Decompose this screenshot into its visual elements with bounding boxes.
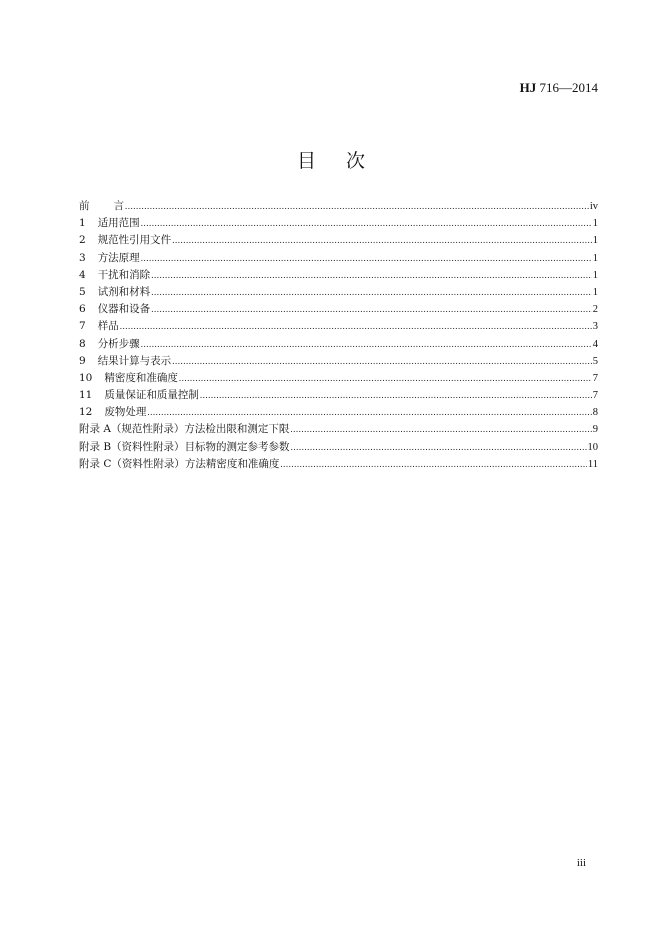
toc-entry-number: 4 [79,268,86,281]
dot-leader [141,336,592,353]
toc-appendix-entry[interactable] [79,456,598,473]
toc-entry[interactable] [79,250,598,267]
toc-entry-number: 前 [79,200,90,212]
toc-page-number: 1 [592,286,598,298]
toc-entry-number: 5 [79,285,86,298]
toc-entry-title: 结果计算与表示 [97,354,172,367]
toc-entry[interactable] [79,232,598,249]
toc-entry[interactable] [79,404,598,421]
standard-code-number: 716—2014 [536,80,598,95]
toc-page-number: iv [589,201,598,212]
dot-leader [120,318,592,335]
dot-leader [290,421,591,438]
toc-page-number: 4 [592,338,598,350]
dot-leader [172,232,592,249]
toc-entry[interactable] [79,336,598,353]
toc-page-number: 3 [592,321,598,333]
table-of-contents [79,198,598,473]
toc-appendix-entry[interactable] [79,421,598,438]
toc-entry-title: 质量保证和质量控制 [104,389,199,402]
dot-leader [141,215,592,232]
toc-page-number: 9 [592,424,598,436]
toc-page-number: 7 [592,390,598,402]
toc-entry-title: 适用范围 [97,217,140,230]
toc-entry[interactable] [79,267,598,284]
dot-leader [291,439,587,456]
toc-entry[interactable] [79,215,598,232]
dot-leader [151,301,592,318]
toc-page-number: 8 [592,407,598,419]
appendix-title: 方法检出限和测定下限 [184,423,290,436]
appendix-label: 附录 A（规范性附录） [79,423,185,436]
toc-entry-title: 言 [113,200,124,212]
appendix-label: 附录 C（资料性附录） [79,457,185,470]
appendix-label: 附录 B（资料性附录） [79,440,185,453]
toc-page-number: 1 [592,218,598,230]
standard-code-prefix: HJ [519,80,537,95]
toc-entry[interactable] [79,353,598,370]
toc-entry-number: 9 [79,354,86,367]
toc-entry-title: 方法原理 [97,251,140,264]
toc-entry-number: 1 [79,217,86,230]
toc-entry-title: 废物处理 [104,406,147,419]
toc-entry-title: 样品 [97,320,119,333]
dot-leader [172,353,592,370]
dot-leader [280,456,587,473]
page-title: 目次 [296,150,395,172]
toc-entry-number: 7 [79,320,86,333]
dot-leader [200,387,592,404]
dot-leader [179,370,592,387]
dot-leader [125,198,589,215]
toc-entry-number: 12 [79,406,93,419]
standard-code [520,80,598,96]
toc-page-number: 11 [587,458,598,470]
dot-leader [147,404,591,421]
toc-entry-number: 6 [79,303,86,316]
dot-leader [151,267,592,284]
toc-page-number: 5 [592,355,598,367]
toc-page-number: 1 [592,235,598,247]
toc-page-number: 10 [587,441,598,453]
toc-entry-title: 分析步骤 [97,337,140,350]
appendix-title: 目标物的测定参考参数 [184,440,290,453]
toc-page-number: 2 [592,304,598,316]
toc-entry[interactable] [79,301,598,318]
toc-entry-number: 8 [79,337,86,350]
toc-page-number: 7 [592,372,598,384]
toc-entry[interactable] [79,370,598,387]
appendix-title: 方法精密度和准确度 [184,457,280,470]
dot-leader [141,250,592,267]
toc-appendix-entry[interactable] [79,439,598,456]
toc-entry[interactable] [79,387,598,404]
toc-entry-number: 2 [79,234,86,247]
dot-leader [151,284,592,301]
toc-entry-title: 精密度和准确度 [104,371,178,384]
toc-entry-number: 10 [79,371,93,384]
toc-page-number: 1 [592,252,598,264]
toc-entry-title: 规范性引用文件 [97,234,172,247]
toc-entry-title: 干扰和消除 [97,268,151,281]
toc-entry[interactable] [79,198,598,215]
toc-entry[interactable] [79,284,598,301]
toc-entry-title: 仪器和设备 [97,303,151,316]
toc-entry[interactable] [79,318,598,335]
toc-entry-title: 试剂和材料 [97,285,151,298]
toc-entry-number: 3 [79,251,86,264]
toc-page-number: 1 [592,269,598,281]
toc-entry-number: 11 [79,389,93,402]
page-number: iii [576,857,586,869]
